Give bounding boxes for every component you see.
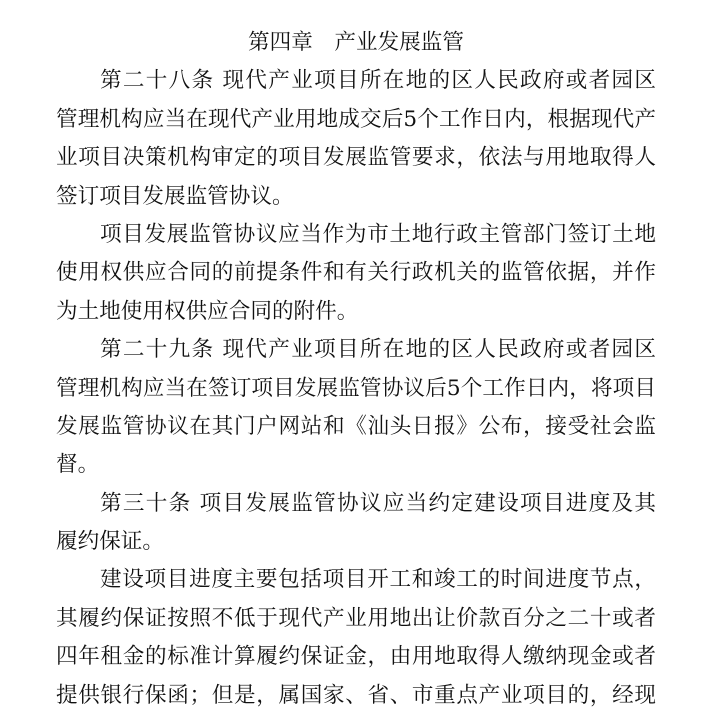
paragraph-line: 第三十条 项目发展监管协议应当约定建设项目进度及其: [100, 490, 656, 516]
paragraph-line: 第二十八条 现代产业项目所在地的区人民政府或者园区: [100, 68, 656, 94]
document-body: [56, 24, 656, 715]
paragraph-line: 第二十九条 现代产业项目所在地的区人民政府或者园区: [100, 337, 656, 363]
paragraph-line: 业项目决策机构审定的项目发展监管要求，依法与用地取得人: [56, 145, 656, 171]
paragraph-line: 督。: [56, 452, 100, 478]
paragraph-line: 其履约保证按照不低于现代产业用地出让价款百分之二十或者: [56, 605, 656, 631]
paragraph-line: 履约保证。: [56, 529, 164, 555]
paragraph-line: 发展监管协议在其门户网站和《汕头日报》公布，接受社会监: [56, 413, 656, 439]
paragraph-line: 项目发展监管协议应当作为市土地行政主管部门签订土地: [100, 221, 656, 247]
paragraph-line: 为土地使用权供应合同的附件。: [56, 298, 359, 324]
paragraph-line: 建设项目进度主要包括项目开工和竣工的时间进度节点，: [100, 567, 656, 593]
paragraph-line: 管理机构应当在现代产业用地成交后5个工作日内，根据现代产: [56, 106, 656, 132]
article-30-second-paragraph: [56, 561, 656, 715]
paragraph-line: 使用权供应合同的前提条件和有关行政机关的监管依据，并作: [56, 260, 656, 286]
article-29-paragraph: [56, 331, 656, 485]
paragraph-line: 提供银行保函；但是，属国家、省、市重点产业项目的，经现: [56, 682, 656, 708]
article-28-paragraph: [56, 62, 656, 216]
paragraph-line: 四年租金的标准计算履约保证金，由用地取得人缴纳现金或者: [56, 644, 656, 670]
paragraph-line: 签订项目发展监管协议。: [56, 183, 294, 209]
article-28-second-paragraph: [56, 216, 656, 331]
article-30-paragraph: [56, 485, 656, 562]
chapter-title: 第四章 产业发展监管: [248, 30, 464, 55]
paragraph-line: 管理机构应当在签订项目发展监管协议后5个工作日内，将项目: [56, 375, 656, 401]
